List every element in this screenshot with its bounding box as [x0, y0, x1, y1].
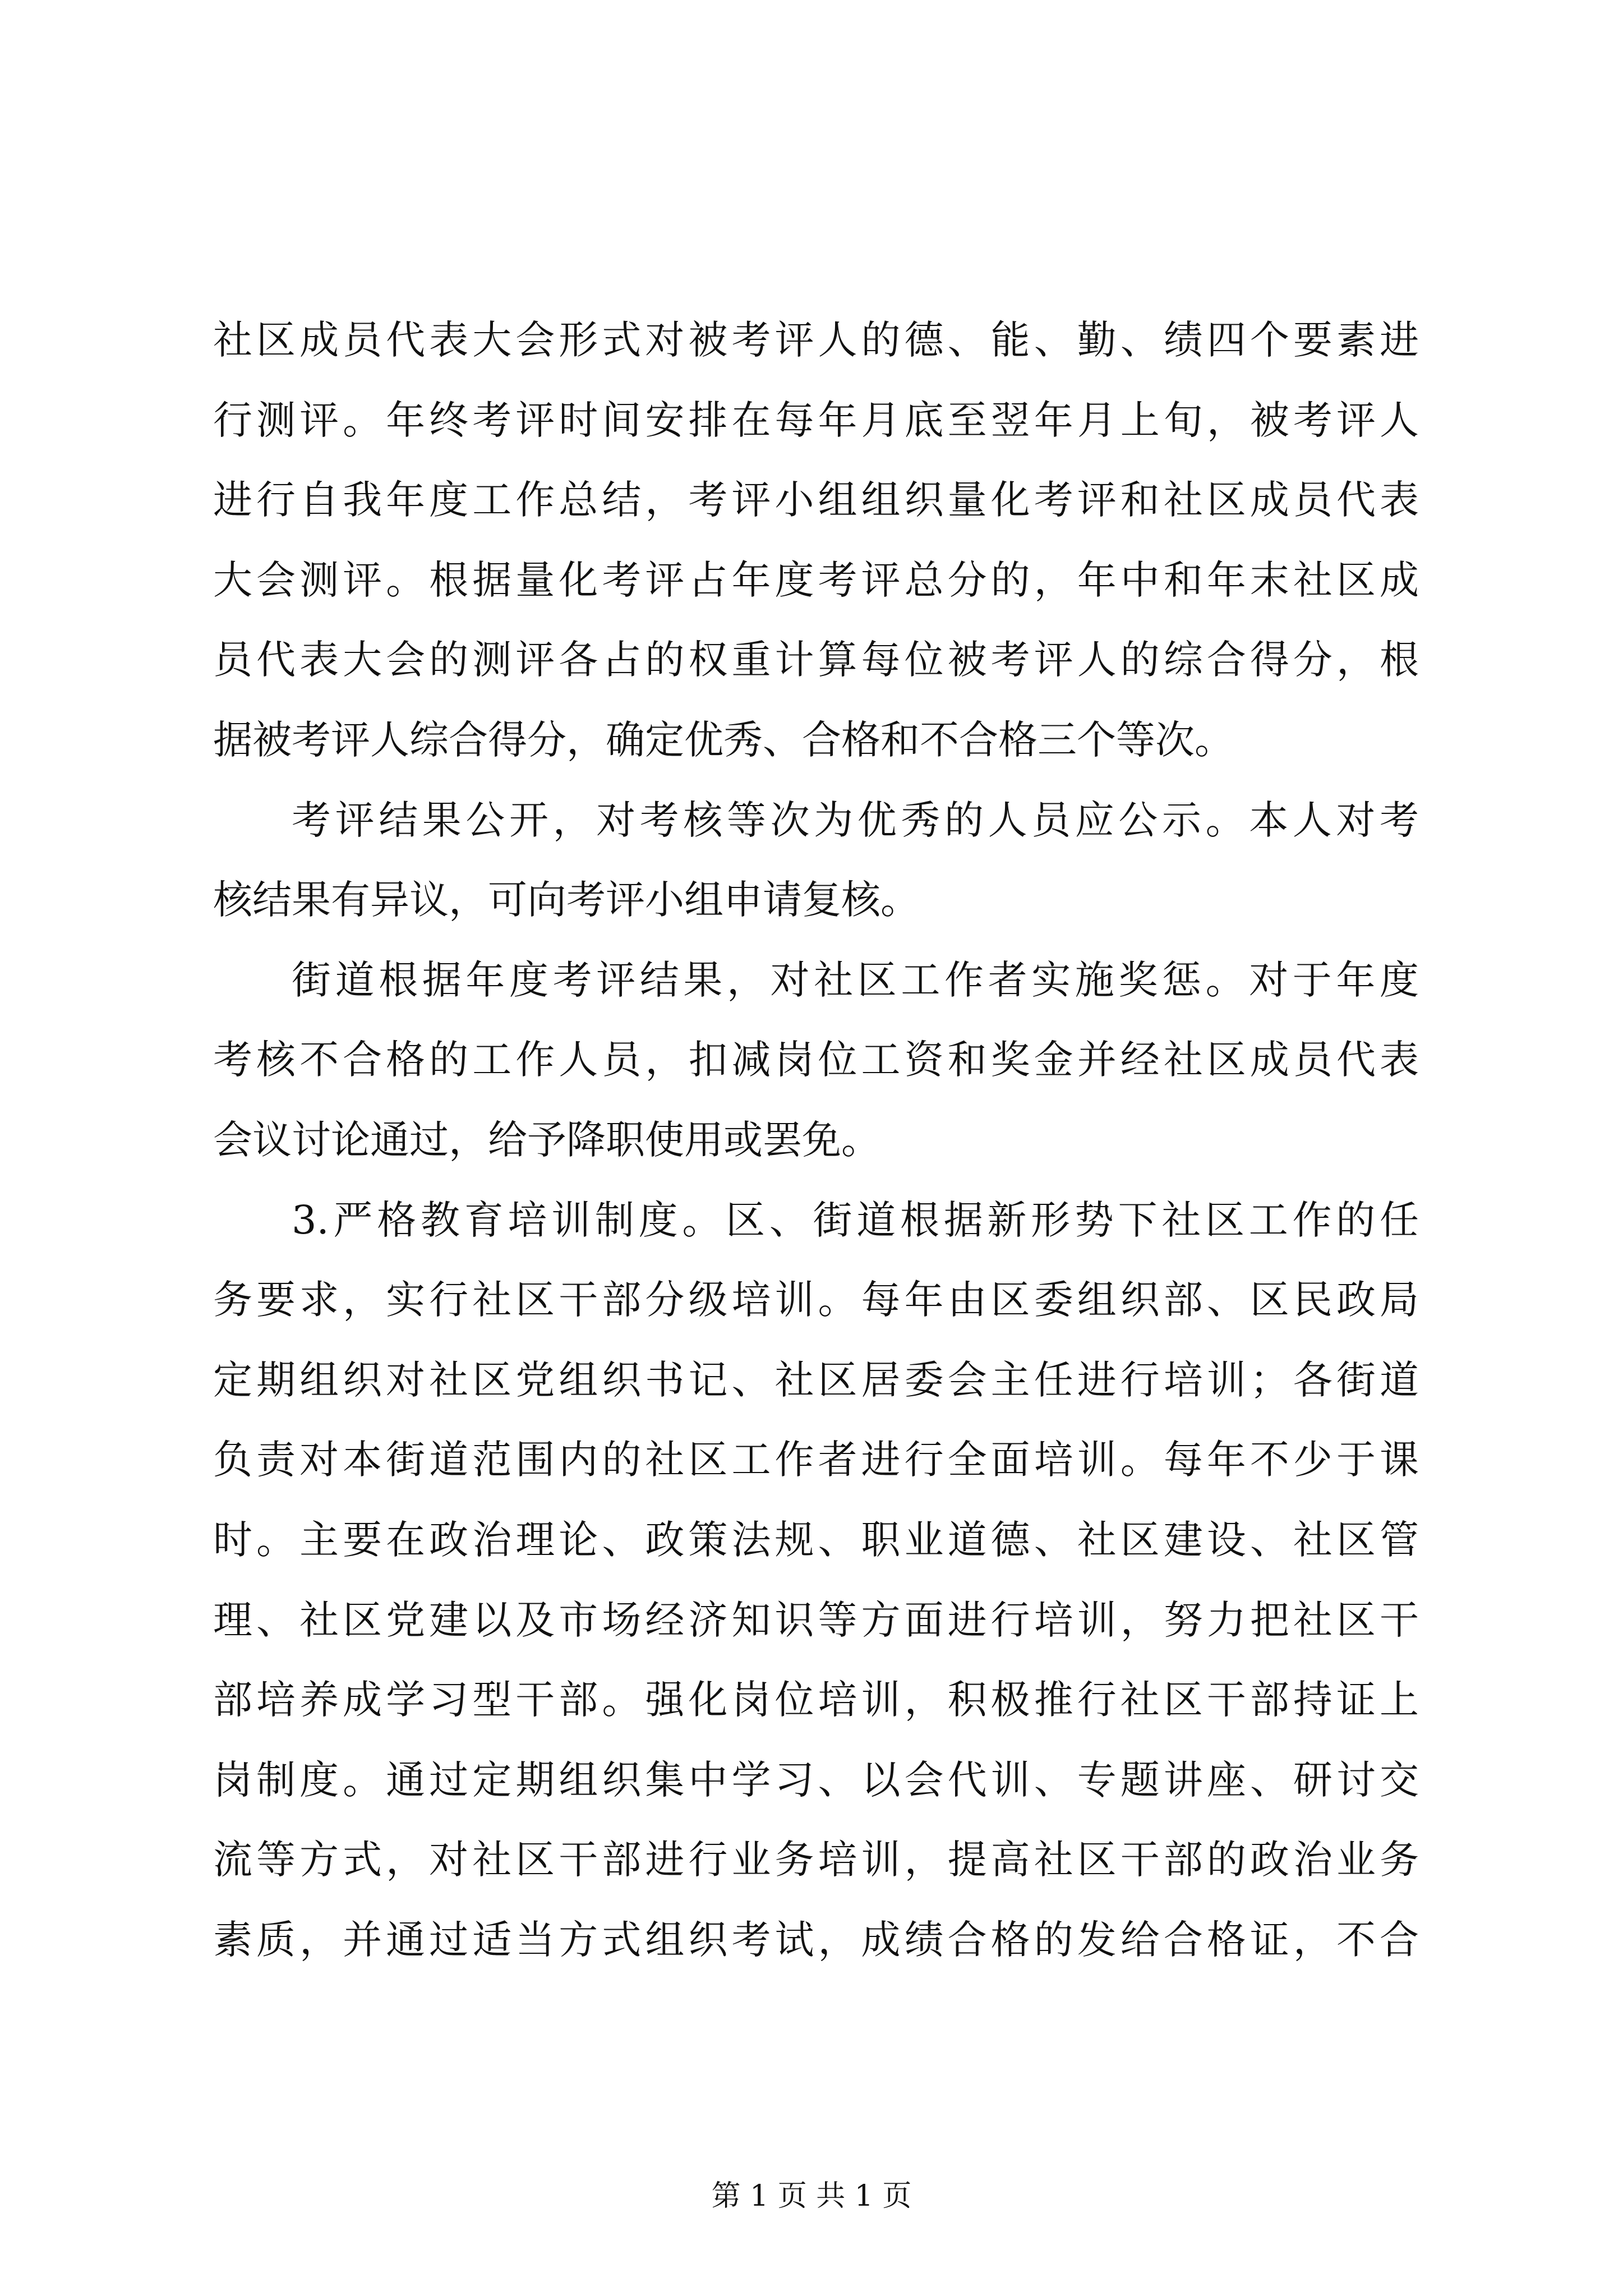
document-body: [213, 300, 1419, 1980]
text-line: 理、社区党建以及市场经济知识等方面进行培训，努力把社区干: [213, 1596, 1419, 1643]
text-line: 会议讨论通过，给予降职使用或罢免。: [213, 1116, 880, 1163]
text-line: 考核不合格的工作人员，扣减岗位工资和奖金并经社区成员代表: [213, 1037, 1419, 1083]
text-line: 负责对本街道范围内的社区工作者进行全面培训。每年不少于课: [213, 1437, 1419, 1483]
text-line: 大会测评。根据量化考评占年度考评总分的，年中和年末社区成: [213, 556, 1419, 603]
text-line: 时。主要在政治理论、政策法规、职业道德、社区建设、社区管: [213, 1516, 1419, 1563]
text-line: 素质，并通过适当方式组织考试，成绩合格的发给合格证，不合: [213, 1916, 1419, 1963]
text-line: 考评结果公开，对考核等次为优秀的人员应公示。本人对考: [292, 797, 1419, 843]
text-line: 员代表大会的测评各占的权重计算每位被考评人的综合得分，根: [213, 637, 1419, 683]
text-line: 街道根据年度考评结果，对社区工作者实施奖惩。对于年度: [292, 956, 1419, 1003]
text-line: 务要求，实行社区干部分级培训。每年由区委组织部、区民政局: [213, 1277, 1419, 1323]
text-line: 岗制度。通过定期组织集中学习、以会代训、专题讲座、研讨交: [213, 1756, 1419, 1803]
text-line: 3.严格教育培训制度。区、街道根据新形势下社区工作的任: [292, 1197, 1419, 1243]
text-line: 据被考评人综合得分，确定优秀、合格和不合格三个等次。: [213, 716, 1234, 763]
text-line: 核结果有异议，可向考评小组申请复核。: [213, 877, 920, 923]
text-line: 进行自我年度工作总结，考评小组组织量化考评和社区成员代表: [213, 477, 1419, 523]
text-line: 定期组织对社区党组织书记、社区居委会主任进行培训；各街道: [213, 1356, 1419, 1403]
page-footer: 第 1 页 共 1 页: [711, 2179, 912, 2213]
text-line: 流等方式，对社区干部进行业务培训，提高社区干部的政治业务: [213, 1837, 1419, 1883]
text-line: 社区成员代表大会形式对被考评人的德、能、勤、绩四个要素进: [213, 317, 1419, 363]
text-line: 行测评。年终考评时间安排在每年月底至翌年月上旬，被考评人: [213, 397, 1419, 443]
text-line: 部培养成学习型干部。强化岗位培训，积极推行社区干部持证上: [213, 1677, 1419, 1723]
